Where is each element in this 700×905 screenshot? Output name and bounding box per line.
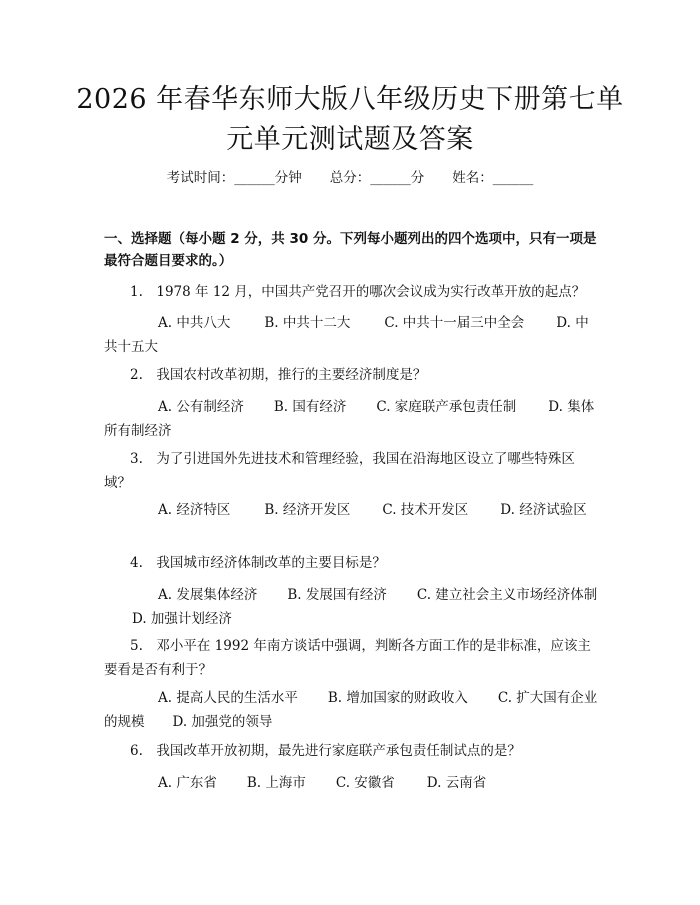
question-stem: 6. 我国改革开放初期，最先进行家庭联产承包责任制试点的是？ xyxy=(130,743,521,759)
question-stem: 1. 1978 年 12 月，中国共产党召开的哪次会议成为实行改革开放的起点？ xyxy=(130,284,586,300)
exam-meta xyxy=(0,168,700,188)
question-options xyxy=(104,771,600,795)
exam-time-field: 考试时间：______分钟 xyxy=(166,170,302,186)
option: B. 增加国家的财政收入 xyxy=(327,690,468,706)
question-stem: 2. 我国农村改革初期，推行的主要经济制度是？ xyxy=(130,367,427,383)
option: C. 安徽省 xyxy=(335,775,395,791)
option: A. 提高人民的生活水平 xyxy=(158,690,298,706)
question-options xyxy=(104,395,600,443)
option: B. 上海市 xyxy=(246,775,306,791)
exam-title-line-2: 元单元测试题及答案 xyxy=(226,124,474,155)
option: B. 国有经济 xyxy=(273,399,347,415)
option: D. 云南省 xyxy=(426,775,487,791)
total-score-field: 总分：______分 xyxy=(329,170,425,186)
question-stem: 3. 为了引进国外先进技术和管理经验，我国在沿海地区设立了哪些特殊区域？ xyxy=(104,451,575,491)
question-options xyxy=(104,583,600,631)
option: C. 建立社会主义市场经济体制 xyxy=(416,587,598,603)
question-options xyxy=(104,498,600,522)
option: D. 加强计划经济 xyxy=(132,611,232,627)
option: C. 扩大国有企业的规模 xyxy=(104,690,598,730)
question-stem: 5. 邓小平在 1992 年南方谈话中强调，判断各方面工作的是非标准，应该主要看是否有利于？ xyxy=(104,638,591,678)
section-heading: 一、选择题（每小题 2 分，共 30 分。下列每小题列出的四个选项中，只有一项是最符合题目要求的。） xyxy=(104,231,597,269)
option: C. 技术开发区 xyxy=(382,502,469,518)
question-stem: 4. 我国城市经济体制改革的主要目标是？ xyxy=(130,555,386,571)
option: D. 集体所有制经济 xyxy=(104,399,595,439)
student-name-field: 姓名：______ xyxy=(452,170,534,186)
question-options xyxy=(104,686,600,734)
option: C. 家庭联产承包责任制 xyxy=(376,399,517,415)
option: A. 中共八大 xyxy=(158,315,231,331)
option: A. 广东省 xyxy=(158,775,217,791)
option: A. 发展集体经济 xyxy=(158,587,258,603)
option: B. 发展国有经济 xyxy=(287,587,387,603)
option: D. 经济试验区 xyxy=(500,502,587,518)
exam-title-line-1: 2026 年春华东师大版八年级历史下册第七单 xyxy=(76,84,624,115)
question-options xyxy=(104,311,600,359)
option: A. 经济特区 xyxy=(158,502,231,518)
option: D. 加强党的领导 xyxy=(172,714,273,730)
option: B. 经济开发区 xyxy=(264,502,351,518)
option: D. 中共十五大 xyxy=(104,315,589,355)
option: B. 中共十二大 xyxy=(264,315,351,331)
option: A. 公有制经济 xyxy=(158,399,244,415)
option: C. 中共十一届三中全会 xyxy=(384,315,525,331)
